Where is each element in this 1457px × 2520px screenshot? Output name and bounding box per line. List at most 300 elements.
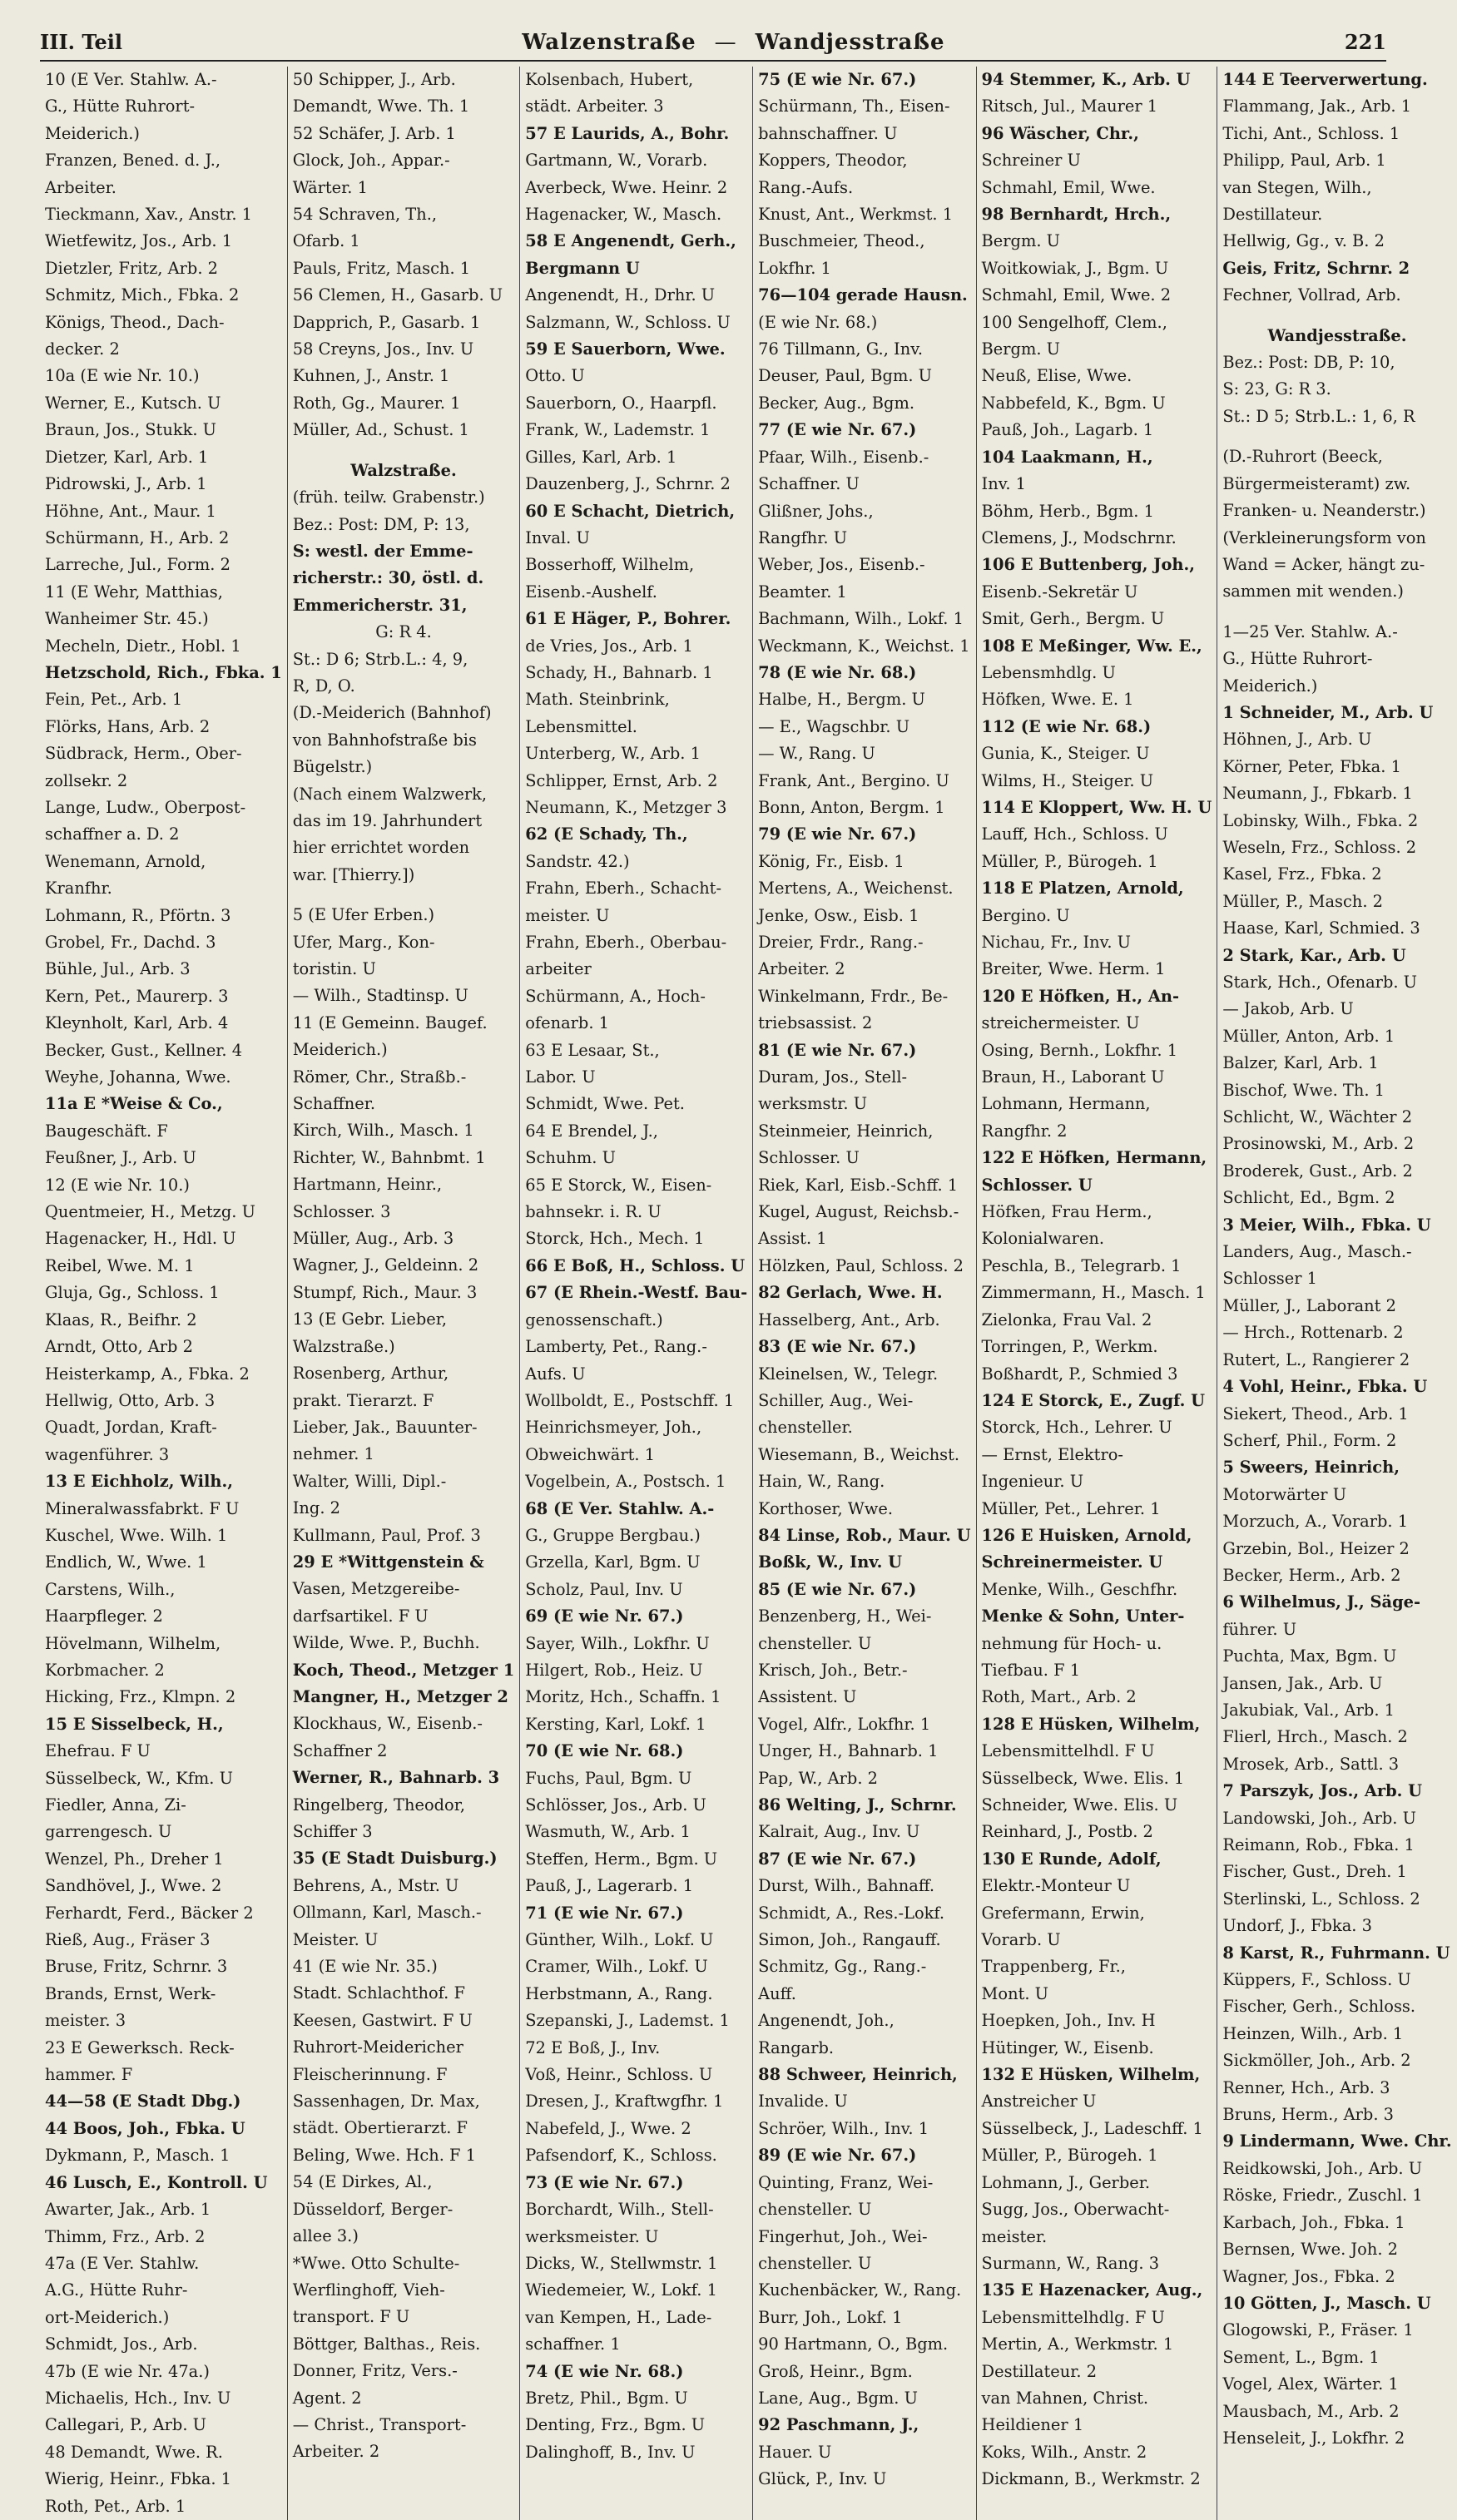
- directory-entry: 68 (E Ver. Stahlw. A.-: [525, 1498, 715, 1518]
- directory-entry: Kolsenbach, Hubert,: [525, 70, 694, 89]
- directory-entry: 89 (E wie Nr. 67.): [758, 2146, 917, 2166]
- directory-entry: 29 E *Wittgenstein &: [292, 1552, 484, 1572]
- directory-entry: 100 Sengelhoff, Clem.,: [981, 312, 1167, 332]
- directory-entry: Quentmeier, H., Metzg. U: [45, 1202, 255, 1222]
- directory-entry: Südbrack, Herm., Ober-: [45, 744, 242, 764]
- directory-entry: Rangarb.: [758, 2037, 835, 2057]
- directory-entry: Bosserhoff, Wilhelm,: [525, 555, 695, 575]
- directory-entry: Tiefbau. F 1: [981, 1660, 1081, 1680]
- directory-entry: 44 Boos, Joh., Fbka. U: [45, 2118, 245, 2138]
- directory-entry: Wilms, H., Steiger. U: [981, 770, 1154, 790]
- directory-entry: 44—58 (E Stadt Dbg.): [45, 2092, 241, 2112]
- directory-entry: 83 (E wie Nr. 67.): [758, 1337, 917, 1357]
- directory-entry: 114 E Kloppert, Ww. H. U: [981, 797, 1212, 817]
- directory-entry: Sterlinski, L., Schloss. 2: [1222, 1889, 1420, 1909]
- directory-entry: Wierig, Heinr., Fbka. 1: [45, 2469, 232, 2489]
- directory-entry: Wenemann, Arnold,: [45, 851, 206, 871]
- directory-entry: Pap, W., Arb. 2: [758, 1768, 878, 1788]
- directory-entry: 1 Schneider, M., Arb. U: [1222, 702, 1434, 722]
- directory-entry: bahnschaffner. U: [758, 123, 898, 143]
- directory-entry: Breiter, Wwe. Herm. 1: [981, 959, 1166, 979]
- directory-entry: Schmitz, Mich., Fbka. 2: [45, 285, 240, 305]
- directory-entry: — Jakob, Arb. U: [1222, 999, 1354, 1019]
- directory-entry: Dreier, Frdr., Rang.-: [758, 933, 924, 952]
- directory-entry: Angenendt, H., Drhr. U: [525, 285, 716, 305]
- directory-entry: Arbeiter. 2: [292, 2442, 380, 2462]
- directory-entry: Sandhövel, J., Wwe. 2: [45, 1876, 222, 1896]
- directory-entry: Kuschel, Wwe. Wilh. 1: [45, 1525, 228, 1545]
- directory-entry: Höfken, Frau Herm.,: [981, 1202, 1152, 1222]
- directory-entry: Brands, Ernst, Werk-: [45, 1983, 216, 2003]
- directory-entry: Landers, Aug., Masch.-: [1222, 1242, 1412, 1262]
- directory-entry: 3 Meier, Wilh., Fbka. U: [1222, 1215, 1431, 1235]
- directory-entry: Höhnen, J., Arb. U: [1222, 730, 1372, 750]
- directory-entry: Voß, Heinr., Schloss. U: [525, 2065, 713, 2085]
- directory-entry: Schmahl, Emil, Wwe. 2: [981, 285, 1172, 305]
- directory-entry: Halbe, H., Bergm. U: [758, 690, 925, 710]
- directory-entry: Frahn, Eberh., Oberbau-: [525, 933, 727, 952]
- directory-entry: Schürmann, H., Arb. 2: [45, 527, 230, 547]
- directory-entry: Grobel, Fr., Dachd. 3: [45, 933, 216, 952]
- directory-entry: Jansen, Jak., Arb. U: [1222, 1673, 1383, 1693]
- directory-entry: 2 Stark, Kar., Arb. U: [1222, 945, 1406, 965]
- directory-column: [520, 67, 753, 2520]
- directory-entry: Fleischerinnung. F: [292, 2064, 448, 2084]
- directory-entry: Wand = Acker, hängt zu-: [1222, 554, 1425, 574]
- directory-entry: Lokfhr. 1: [758, 258, 831, 278]
- directory-entry: 79 (E wie Nr. 67.): [758, 824, 917, 844]
- directory-entry: Eisenb.-Sekretär U: [981, 582, 1138, 602]
- directory-entry: 58 E Angenendt, Gerh.,: [525, 231, 736, 251]
- directory-entry: Demandt, Wwe. Th. 1: [292, 97, 470, 116]
- directory-entry: Tichi, Ant., Schloss. 1: [1222, 123, 1400, 143]
- directory-entry: Knust, Ant., Werkmst. 1: [758, 205, 954, 225]
- directory-entry: Fein, Pet., Arb. 1: [45, 690, 183, 710]
- directory-entry: Werflinghoff, Vieh-: [292, 2280, 445, 2300]
- directory-entry: 128 E Hüsken, Wilhelm,: [981, 1714, 1201, 1734]
- directory-entry: Lange, Ludw., Oberpost-: [45, 797, 246, 817]
- directory-entry: Bachmann, Wilh., Lokf. 1: [758, 609, 964, 629]
- directory-entry: Kranfhr.: [45, 879, 112, 899]
- directory-entry: Werner, R., Bahnarb. 3: [292, 1768, 500, 1788]
- directory-entry: Moritz, Hch., Schaffn. 1: [525, 1687, 721, 1707]
- directory-entry: 54 (E Dirkes, Al.,: [292, 2172, 433, 2192]
- directory-entry: Durst, Wilh., Bahnaff.: [758, 1876, 935, 1896]
- directory-entry: Simon, Joh., Rangauff.: [758, 1930, 941, 1950]
- directory-entry: 10 (E Ver. Stahlw. A.-: [45, 70, 217, 89]
- directory-entry: Neuß, Elise, Wwe.: [981, 366, 1132, 386]
- directory-entry: Grzella, Karl, Bgm. U: [525, 1552, 701, 1572]
- spacer: [293, 889, 515, 902]
- directory-entry: Beamter. 1: [758, 582, 847, 602]
- directory-entry: 85 (E wie Nr. 67.): [758, 1579, 917, 1599]
- directory-entry: St.: D 5; Strb.L.: 1, 6, R: [1222, 406, 1415, 426]
- street-from: Walzenstraße: [522, 30, 696, 55]
- directory-entry: Szepanski, J., Lademst. 1: [525, 2011, 730, 2031]
- directory-entry: 73 (E wie Nr. 67.): [525, 2172, 684, 2192]
- directory-entry: 75 (E wie Nr. 67.): [758, 70, 917, 89]
- directory-entry: Bernsen, Wwe. Joh. 2: [1222, 2240, 1398, 2260]
- directory-entry: 47b (E wie Nr. 47a.): [45, 2361, 210, 2381]
- directory-entry: Lauff, Hch., Schloss. U: [981, 824, 1168, 844]
- directory-entry: Haase, Karl, Schmied. 3: [1222, 918, 1420, 938]
- directory-entry: Broderek, Gust., Arb. 2: [1222, 1161, 1413, 1181]
- directory-entry: Destillateur. 2: [981, 2361, 1098, 2381]
- directory-entry: Gunia, K., Steiger. U: [981, 744, 1150, 764]
- directory-entry: Lohmann, Hermann,: [981, 1094, 1151, 1114]
- directory-entry: Pidrowski, J., Arb. 1: [45, 474, 207, 494]
- directory-entry: Lebensmittelhdl. F U: [981, 1741, 1155, 1761]
- directory-entry: Lohmann, J., Gerber.: [981, 2172, 1151, 2192]
- directory-entry: Assist. 1: [758, 1229, 827, 1249]
- directory-entry: Kasel, Frz., Fbka. 2: [1222, 864, 1382, 884]
- directory-entry: Henseleit, J., Lokfhr. 2: [1222, 2428, 1405, 2448]
- directory-entry: Mont. U: [981, 1983, 1049, 2003]
- directory-entry: 144 E Teerverwertung.: [1222, 70, 1428, 89]
- directory-entry: Ingenieur. U: [981, 1472, 1084, 1492]
- directory-entry: Wagner, J., Geldeinn. 2: [292, 1255, 479, 1275]
- directory-entry: 67 (E Rhein.-Westf. Bau-: [525, 1283, 748, 1303]
- directory-entry: Hicking, Frz., Klmpn. 2: [45, 1687, 236, 1707]
- directory-entry: Arbeiter.: [45, 177, 116, 197]
- directory-entry: 5 Sweers, Heinrich,: [1222, 1458, 1400, 1478]
- directory-entry: Reidkowski, Joh., Arb. U: [1222, 2158, 1423, 2178]
- directory-entry: Schaffner. U: [758, 474, 860, 494]
- directory-entry: Lieber, Jak., Bauunter-: [292, 1417, 478, 1437]
- directory-entry: de Vries, Jos., Arb. 1: [525, 636, 693, 656]
- directory-entry: Korthoser, Wwe.: [758, 1498, 894, 1518]
- directory-entry: Duram, Jos., Stell-: [758, 1067, 908, 1087]
- directory-entry: van Stegen, Wilh.,: [1222, 177, 1372, 197]
- directory-entry: Hövelmann, Wilhelm,: [45, 1633, 221, 1653]
- directory-entry: Sement, L., Bgm. 1: [1222, 2347, 1380, 2367]
- directory-entry: Vogel, Alex, Wärter. 1: [1222, 2374, 1399, 2394]
- directory-entry: Roth, Mart., Arb. 2: [981, 1687, 1137, 1707]
- directory-entry: Mangner, H., Metzger 2: [292, 1686, 508, 1706]
- directory-entry: Sayer, Wilh., Lokfhr. U: [525, 1633, 710, 1653]
- directory-entry: meister. U: [525, 905, 610, 925]
- directory-entry: Roth, Gg., Maurer. 1: [292, 393, 461, 413]
- directory-entry: Gluja, Gg., Schloss. 1: [45, 1283, 220, 1303]
- directory-entry: 74 (E wie Nr. 68.): [525, 2361, 684, 2381]
- directory-entry: Zimmermann, H., Masch. 1: [981, 1283, 1206, 1303]
- directory-entry: Dauzenberg, J., Schrnr. 2: [525, 474, 731, 494]
- directory-entry: Bergino. U: [981, 905, 1070, 925]
- directory-entry: Rieß, Aug., Fräser 3: [45, 1930, 211, 1950]
- directory-entry: prakt. Tierarzt. F: [292, 1390, 434, 1410]
- directory-entry: Ing. 2: [292, 1498, 340, 1518]
- directory-entry: Lebensmittel.: [525, 716, 637, 736]
- directory-entry: Schiller, Aug., Wei-: [758, 1390, 914, 1410]
- directory-entry: Labor. U: [525, 1067, 596, 1087]
- directory-entry: Franken- u. Neanderstr.): [1222, 501, 1426, 521]
- directory-entry: 104 Laakmann, H.,: [981, 447, 1153, 467]
- directory-entry: Donner, Fritz, Vers.-: [292, 2361, 458, 2381]
- directory-entry: 52 Schäfer, J. Arb. 1: [292, 123, 456, 143]
- directory-entry: Müller, Pet., Lehrer. 1: [981, 1498, 1161, 1518]
- directory-entry: 126 E Huisken, Arnold,: [981, 1525, 1192, 1545]
- directory-entry: Kirch, Wilh., Masch. 1: [292, 1121, 474, 1141]
- directory-entry: Schreiner U: [981, 151, 1081, 171]
- directory-entry: Fechner, Vollrad, Arb.: [1222, 285, 1401, 305]
- directory-entry: Agent. 2: [292, 2388, 362, 2408]
- directory-entry: Reinhard, J., Postb. 2: [981, 1822, 1153, 1842]
- directory-entry: 66 E Boß, H., Schloss. U: [525, 1255, 746, 1275]
- directory-entry: 1—25 Ver. Stahlw. A.-: [1222, 621, 1398, 641]
- directory-entry: Thimm, Frz., Arb. 2: [45, 2226, 206, 2246]
- directory-entry: Obweichwärt. 1: [525, 1444, 656, 1464]
- directory-entry: Karbach, Joh., Fbka. 1: [1222, 2212, 1405, 2232]
- directory-entry: Flierl, Hrch., Masch. 2: [1222, 1727, 1408, 1747]
- directory-entry: Kuhnen, J., Anstr. 1: [292, 366, 450, 386]
- directory-entry: war. [Thierry.]): [292, 864, 415, 884]
- directory-entry: Arbeiter. 2: [758, 959, 845, 979]
- directory-entry: Ruhrort-Meidericher: [292, 2037, 463, 2057]
- directory-entry: Reimann, Rob., Fbka. 1: [1222, 1835, 1415, 1854]
- directory-entry: Borchardt, Wilh., Stell-: [525, 2200, 714, 2220]
- spacer: [1222, 430, 1451, 443]
- directory-entry: 81 (E wie Nr. 67.): [758, 1040, 917, 1060]
- directory-entry: Klaas, R., Beifhr. 2: [45, 1310, 197, 1329]
- directory-entry: 8 Karst, R., Fuhrmann. U: [1222, 1943, 1450, 1963]
- directory-entry: Sickmöller, Joh., Arb. 2: [1222, 2051, 1411, 2071]
- directory-column: [977, 67, 1218, 2520]
- directory-entry: Buschmeier, Theod.,: [758, 231, 925, 251]
- directory-entry: chensteller.: [758, 1418, 853, 1438]
- directory-entry: Schmahl, Emil, Wwe.: [981, 177, 1156, 197]
- directory-entry: 94 Stemmer, K., Arb. U: [981, 70, 1191, 89]
- directory-entry: 120 E Höfken, H., An-: [981, 986, 1180, 1006]
- directory-entry: Balzer, Karl, Arb. 1: [1222, 1053, 1379, 1073]
- directory-entry: Fuchs, Paul, Bgm. U: [525, 1768, 692, 1788]
- directory-entry: 72 E Boß, J., Inv.: [525, 2037, 661, 2057]
- directory-entry: 87 (E wie Nr. 67.): [758, 1849, 917, 1869]
- directory-entry: Schürmann, Th., Eisen-: [758, 97, 950, 116]
- directory-entry: Wollboldt, E., Postschff. 1: [525, 1390, 735, 1410]
- directory-entry: Siekert, Theod., Arb. 1: [1222, 1404, 1409, 1423]
- directory-entry: allee 3.): [292, 2226, 359, 2246]
- directory-entry: 6 Wilhelmus, J., Säge-: [1222, 1592, 1421, 1612]
- directory-entry: Körner, Peter, Fbka. 1: [1222, 756, 1401, 776]
- directory-entry: Böhm, Herb., Bgm. 1: [981, 501, 1154, 521]
- directory-entry: Müller, J., Laborant 2: [1222, 1295, 1396, 1315]
- directory-entry: wagenführer. 3: [45, 1444, 170, 1464]
- directory-entry: Hütinger, W., Eisenb.: [981, 2037, 1154, 2057]
- directory-entry: Becker, Aug., Bgm.: [758, 393, 915, 413]
- directory-entry: (Verkleinerungsform von: [1222, 527, 1426, 547]
- directory-entry: G: R 4.: [375, 622, 432, 642]
- directory-entry: Carstens, Wilh.,: [45, 1579, 176, 1599]
- directory-entry: Korbmacher. 2: [45, 1660, 165, 1680]
- directory-entry: Kersting, Karl, Lokf. 1: [525, 1714, 706, 1734]
- directory-entry: Weber, Jos., Eisenb.-: [758, 555, 925, 575]
- directory-entry: Pauß, Joh., Lagarb. 1: [981, 420, 1154, 440]
- directory-entry: Wilde, Wwe. P., Buchh.: [292, 1633, 480, 1653]
- directory-entry: Quadt, Jordan, Kraft-: [45, 1418, 217, 1438]
- directory-entry: schaffner. 1: [525, 2334, 621, 2354]
- directory-entry: Schaffner.: [292, 1094, 375, 1114]
- directory-entry: Bühle, Jul., Arb. 3: [45, 959, 191, 979]
- directory-entry: 11 (E Gemeinn. Baugef.: [292, 1012, 488, 1032]
- directory-entry: Dresen, J., Kraftwgfhr. 1: [525, 2092, 724, 2112]
- directory-entry: Dietzler, Fritz, Arb. 2: [45, 258, 218, 278]
- directory-entry: 41 (E wie Nr. 35.): [292, 1957, 438, 1977]
- directory-entry: Heildiener 1: [981, 2415, 1084, 2435]
- directory-entry: Deuser, Paul, Bgm. U: [758, 366, 932, 386]
- directory-entry: Kolonialwaren.: [981, 1229, 1105, 1249]
- directory-entry: 78 (E wie Nr. 68.): [758, 662, 917, 682]
- directory-entry: Kuchenbäcker, W., Rang.: [758, 2280, 962, 2300]
- directory-entry: Rutert, L., Rangierer 2: [1222, 1349, 1410, 1369]
- directory-entry: Werner, E., Kutsch. U: [45, 393, 221, 413]
- directory-entry: 77 (E wie Nr. 67.): [758, 420, 917, 440]
- directory-entry: (D.-Ruhrort (Beeck,: [1222, 447, 1383, 467]
- directory-entry: bahnsekr. i. R. U: [525, 1202, 662, 1222]
- directory-entry: Schiffer 3: [292, 1822, 373, 1841]
- directory-entry: 4 Vohl, Heinr., Fbka. U: [1222, 1377, 1428, 1397]
- directory-entry: Hartmann, Heinr.,: [292, 1175, 443, 1195]
- directory-entry: Salzmann, W., Schloss. U: [525, 312, 731, 332]
- directory-entry: van Kempen, H., Lade-: [525, 2307, 712, 2327]
- directory-entry: Lobinsky, Wilh., Fbka. 2: [1222, 810, 1419, 830]
- directory-entry: Unger, H., Bahnarb. 1: [758, 1741, 939, 1761]
- directory-entry: Nichau, Fr., Inv. U: [981, 933, 1131, 952]
- directory-entry: Prosinowski, M., Arb. 2: [1222, 1134, 1415, 1154]
- directory-entry: Frank, W., Lademstr. 1: [525, 420, 711, 440]
- directory-entry: 23 E Gewerksch. Reck-: [45, 2037, 235, 2057]
- directory-entry: Glock, Joh., Appar.-: [292, 151, 450, 171]
- directory-entry: 90 Hartmann, O., Bgm.: [758, 2334, 949, 2354]
- directory-entry: Menke, Wilh., Geschfhr.: [981, 1579, 1178, 1599]
- directory-entry: nehmer. 1: [292, 1444, 374, 1464]
- directory-entry: Küppers, F., Schloss. U: [1222, 1970, 1411, 1990]
- directory-entry: Torringen, P., Werkm.: [981, 1337, 1158, 1357]
- directory-entry: 13 (E Gebr. Lieber,: [292, 1310, 448, 1329]
- directory-entry: Behrens, A., Mstr. U: [292, 1875, 459, 1895]
- directory-entry: sammen mit wenden.): [1222, 582, 1404, 602]
- directory-entry: hier errichtet worden: [292, 838, 470, 858]
- directory-entry: schaffner a. D. 2: [45, 824, 180, 844]
- directory-entry: Wagner, Jos., Fbka. 2: [1222, 2266, 1395, 2286]
- directory-entry: Meiderich.): [45, 123, 140, 143]
- directory-entry: 13 E Eichholz, Wilh.,: [45, 1472, 233, 1492]
- directory-entry: Reibel, Wwe. M. 1: [45, 1255, 195, 1275]
- directory-entry: 47a (E Ver. Stahlw.: [45, 2253, 200, 2273]
- directory-entry: Schaffner 2: [292, 1740, 388, 1760]
- directory-entry: Roth, Pet., Arb. 1: [45, 2496, 186, 2516]
- directory-entry: Wanheimer Str. 45.): [45, 609, 209, 629]
- directory-entry: Wandjesstraße.: [1267, 325, 1407, 345]
- directory-entry: Hagenacker, W., Masch.: [525, 205, 722, 225]
- directory-entry: Süsselbeck, J., Ladeschff. 1: [981, 2118, 1203, 2138]
- directory-entry: Hauer. U: [758, 2442, 832, 2462]
- directory-entry: Schlosser. U: [758, 1148, 860, 1168]
- directory-entry: Woitkowiak, J., Bgm. U: [981, 258, 1169, 278]
- directory-entry: Jenke, Osw., Eisb. 1: [758, 905, 919, 925]
- directory-entry: Denting, Frz., Bgm. U: [525, 2415, 706, 2435]
- directory-entry: Heisterkamp, A., Fbka. 2: [45, 1364, 250, 1384]
- directory-entry: Endlich, W., Wwe. 1: [45, 1552, 207, 1572]
- directory-entry: städt. Arbeiter. 3: [525, 97, 664, 116]
- directory-entry: Jakubiak, Val., Arb. 1: [1222, 1700, 1395, 1720]
- directory-entry: werksmeister. U: [525, 2226, 659, 2246]
- directory-entry: Schröer, Wilh., Inv. 1: [758, 2118, 929, 2138]
- directory-entry: 11 (E Wehr, Matthias,: [45, 582, 223, 602]
- directory-entry: Müller, P., Masch. 2: [1222, 891, 1384, 911]
- street-to: Wandjesstraße: [755, 30, 945, 55]
- directory-entry: Mertin, A., Werkmstr. 1: [981, 2334, 1174, 2354]
- directory-entry: Schmidt, A., Res.-Lokf.: [758, 1903, 945, 1923]
- directory-entry: Menke & Sohn, Unter-: [981, 1607, 1185, 1626]
- directory-entry: 59 E Sauerborn, Wwe.: [525, 339, 726, 359]
- directory-entry: Rang.-Aufs.: [758, 177, 854, 197]
- directory-entry: Schlosser. 3: [292, 1201, 391, 1221]
- directory-entry: hammer. F: [45, 2065, 133, 2085]
- directory-entry: Schreinermeister. U: [981, 1552, 1163, 1572]
- directory-entry: Nabefeld, J., Wwe. 2: [525, 2118, 691, 2138]
- directory-entry: Schmidt, Wwe. Pet.: [525, 1094, 685, 1114]
- directory-entry: 12 (E wie Nr. 10.): [45, 1175, 190, 1195]
- directory-entry: Müller, P., Bürogeh. 1: [981, 851, 1158, 871]
- directory-entry: Bretz, Phil., Bgm. U: [525, 2388, 688, 2408]
- directory-entry: Fischer, Gerh., Schloss.: [1222, 1997, 1416, 2017]
- directory-entry: (E wie Nr. 68.): [758, 312, 878, 332]
- title-dash: —: [714, 30, 737, 55]
- directory-entry: Müller, Ad., Schust. 1: [292, 420, 469, 440]
- directory-entry: Ringelberg, Theodor,: [292, 1795, 466, 1814]
- directory-entry: Pauß, J., Lagerarb. 1: [525, 1876, 694, 1896]
- directory-entry: Unterberg, W., Arb. 1: [525, 744, 701, 764]
- directory-entry: von Bahnhofstraße bis: [292, 730, 477, 750]
- directory-entry: Hetzschold, Rich., Fbka. 1: [45, 662, 282, 682]
- directory-entry: Günther, Wilh., Lokf. U: [525, 1930, 714, 1950]
- directory-column: [753, 67, 976, 2520]
- directory-entry: Grefermann, Erwin,: [981, 1903, 1145, 1923]
- directory-entry: Krisch, Joh., Betr.-: [758, 1660, 908, 1680]
- directory-entry: Vasen, Metzgereibe-: [292, 1579, 460, 1599]
- directory-entry: Groß, Heinr., Bgm.: [758, 2361, 913, 2381]
- directory-entry: — E., Wagschbr. U: [758, 716, 910, 736]
- directory-entry: Mecheln, Dietr., Hobl. 1: [45, 636, 241, 656]
- directory-entry: Assistent. U: [758, 1687, 857, 1707]
- directory-entry: Destillateur.: [1222, 205, 1323, 225]
- directory-entry: R, D, O.: [292, 676, 355, 696]
- directory-entry: *Wwe. Otto Schulte-: [292, 2253, 460, 2273]
- directory-entry: 62 (E Schady, Th.,: [525, 824, 688, 844]
- directory-entry: Braun, Jos., Stukk. U: [45, 420, 217, 440]
- directory-entry: Quinting, Franz, Wei-: [758, 2172, 934, 2192]
- directory-entry: — Christ., Transport-: [292, 2414, 467, 2434]
- running-title: [522, 30, 944, 55]
- spacer: [1222, 309, 1451, 323]
- directory-entry: Wärter. 1: [292, 177, 368, 197]
- directory-entry: Fischer, Gust., Dreh. 1: [1222, 1862, 1407, 1882]
- directory-entry: Wenzel, Ph., Dreher 1: [45, 1849, 224, 1869]
- directory-entry: Müller, Anton, Arb. 1: [1222, 1026, 1395, 1046]
- directory-entry: Kalrait, Aug., Inv. U: [758, 1822, 920, 1842]
- directory-entry: Inval. U: [525, 527, 590, 547]
- directory-entry: 64 E Brendel, J.,: [525, 1121, 658, 1141]
- directory-entry: Lebensmittelhdlg. F U: [981, 2307, 1165, 2327]
- directory-entry: Vogel, Alfr., Lokfhr. 1: [758, 1714, 931, 1734]
- directory-entry: Undorf, J., Fbka. 3: [1222, 1916, 1372, 1936]
- directory-entry: 35 (E Stadt Duisburg.): [292, 1849, 498, 1869]
- directory-entry: Kullmann, Paul, Prof. 3: [292, 1525, 481, 1545]
- directory-entry: Dykmann, P., Masch. 1: [45, 2146, 230, 2166]
- directory-entry: 63 E Lesaar, St.,: [525, 1040, 660, 1060]
- directory-entry: Bez.: Post: DB, P: 10,: [1222, 353, 1395, 373]
- directory-entry: Surmann, W., Rang. 3: [981, 2253, 1160, 2273]
